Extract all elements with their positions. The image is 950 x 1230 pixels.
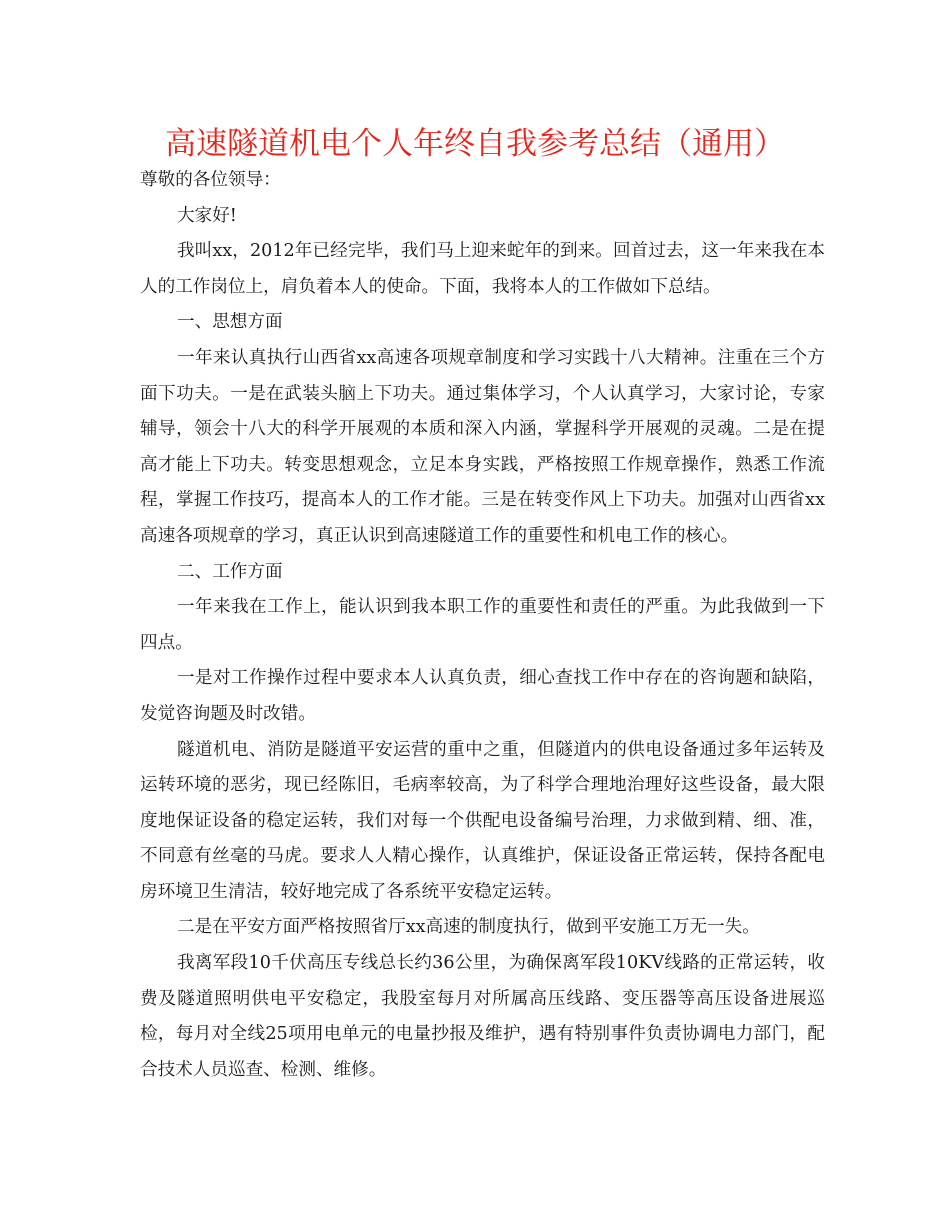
section-heading-thought: 一、思想方面 [177, 312, 283, 333]
paragraph-work-intro: 一年来我在工作上，能认识到我本职工作的重要性和责任的严重。为此我做到一下四点。 [140, 597, 825, 653]
salutation: 尊敬的各位领导： [140, 170, 281, 190]
paragraph-high-voltage: 我离军段10千伏高压专线总长约36公里，为确保离军段10KV线路的正常运转，收费及隧道照明供电平安稳定，我股室每月对所属高压线路、变压器等高压设备进展巡检，每月对全线25项用电单元的电量抄报及维护，遇有特别事件负责协调电力部门，配合技术人员巡查、检测、维修。 [140, 953, 825, 1080]
paragraph-point-one: 一是对工作操作过程中要求本人认真负责，细心查找工作中存在的咨询题和缺陷，发觉咨询题及时改错。 [140, 668, 825, 724]
document-body [140, 163, 825, 1088]
paragraph-point-two: 二是在平安方面严格按照省厅xx高速的制度执行，做到平安施工万无一失。 [177, 917, 760, 938]
document-title: 高速隧道机电个人年终自我参考总结（通用） [165, 126, 785, 162]
section-heading-work: 二、工作方面 [177, 561, 283, 582]
paragraph-intro: 我叫xx，2012年已经完毕，我们马上迎来蛇年的到来。回首过去，这一年来我在本人的工作岗位上，肩负着本人的使命。下面，我将本人的工作做如下总结。 [140, 241, 825, 297]
paragraph-thought: 一年来认真执行山西省xx高速各项规章制度和学习实践十八大精神。注重在三个方面下功夫。一是在武装头脑上下功夫。通过集体学习，个人认真学习，大家讨论，专家辅导，领会十八大的科学开展观的本质和深入内涵，掌握科学开展观的灵魂。二是在提高才能上下功夫。转变思想观念，立足本身实践，严格按照工作规章操作，熟悉工作流程，掌握工作技巧，提高本人的工作才能。三是在转变作风上下功夫。加强对山西省xx高速各项规章的学习，真正认识到高速隧道工作的重要性和机电工作的核心。 [140, 347, 825, 546]
paragraph-tunnel-equipment: 隧道机电、消防是隧道平安运营的重中之重，但隧道内的供电设备通过多年运转及运转环境的恶劣，现已经陈旧，毛病率较高，为了科学合理地治理好这些设备，最大限度地保证设备的稳定运转，我们对每一个供配电设备编号治理，力求做到精、细、准，不同意有丝毫的马虎。要求人人精心操作，认真维护，保证设备正常运转，保持各配电房环境卫生清洁，较好地完成了各系统平安稳定运转。 [140, 739, 825, 902]
paragraph-greeting: 大家好! [177, 205, 237, 226]
